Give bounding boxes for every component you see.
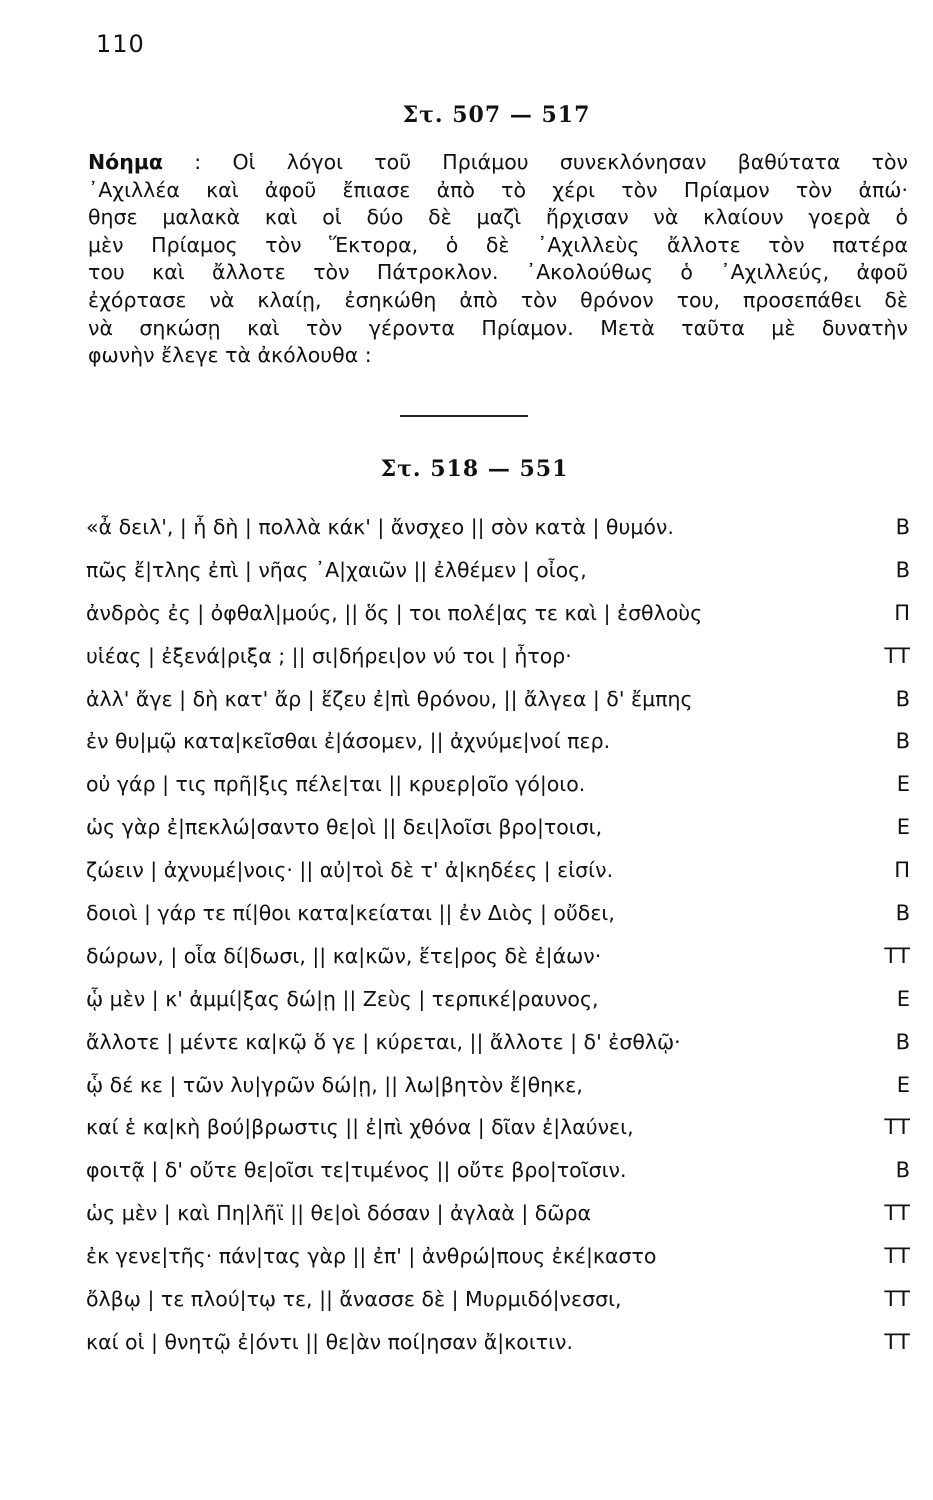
verse-text: ὡς γὰρ ἐ|πεκλώ|σαντο θε|οὶ || δει|λοῖσι βρο|τοισι,	[86, 815, 603, 840]
summary-line: του καὶ ἄλλοτε τὸν Πάτροκλον. ᾿Ακολούθως ὁ ᾿Αχιλλεύς, ἀφοῦ	[88, 260, 908, 285]
verse-text: οὐ γάρ | τις πρῆ|ξις πέλε|ται || κρυερ|οῖο γό|οιο.	[86, 772, 586, 797]
verse-line	[86, 978, 910, 1021]
summary-line: φωνὴν ἔλεγε τὰ ἀκόλουθα :	[88, 343, 372, 368]
verse-text: ζώειν | ἀχνυμέ|νοις· || αὐ|τοὶ δὲ τ' ἀ|κηδέες | εἰσίν.	[86, 858, 614, 883]
meter-code: Π	[894, 600, 910, 625]
section-heading-518-551: Στ. 518 — 551	[380, 456, 569, 482]
summary-line: ἐχόρτασε νὰ κλαίῃ, ἐσηκώθη ἀπὸ τὸν θρόνον του, προσεπάθει δὲ	[88, 287, 908, 312]
meter-code: Β	[895, 1158, 910, 1183]
verse-text: «ἆ δειλ', | ἦ δὴ | πολλὰ κάκ' | ἄνσχεο || σὸν κατὰ | θυμόν.	[86, 515, 674, 539]
verse-line	[86, 1106, 910, 1149]
section-heading-507-517: Στ. 507 — 517	[402, 102, 591, 128]
meter-code: ΤΤ	[884, 643, 910, 668]
meter-code: Β	[895, 686, 910, 711]
verse-text: καί ἑ κα|κὴ βού|βρωστις || ἐ|πὶ χθόνα | δῖαν ἐ|λαύνει,	[86, 1115, 634, 1140]
meter-code: Β	[895, 515, 910, 539]
verse-text: φοιτᾷ | δ' οὔτε θε|οῖσι τε|τιμένος || οὔτε βρο|τοῖσιν.	[86, 1158, 627, 1183]
meter-code: ΤΤ	[884, 1244, 910, 1269]
verse-text: ὡς μὲν | καὶ Πη|λῆϊ || θε|οὶ δόσαν | ἀγλαὰ | δῶρα	[86, 1201, 591, 1226]
summary-label: Νόημα	[88, 150, 164, 174]
verse-text: ἀνδρὸς ἐς | ὀφθαλ|μούς, || ὅς | τοι πολέ|ας τε καὶ | ἐσθλοὺς	[86, 600, 703, 625]
verse-line	[86, 1149, 910, 1192]
meter-code: Β	[895, 557, 910, 582]
verse-line	[86, 763, 910, 806]
verse-text: ἐκ γενε|τῆς· πάν|τας γὰρ || ἐπ' | ἀνθρώ|πους ἐκέ|καστο	[86, 1244, 657, 1269]
verse-line	[86, 1064, 910, 1107]
verse-line	[86, 1321, 910, 1364]
verse-text: υἱέας | ἐξενά|ριξα ; || σι|δήρει|ον νύ τοι | ἦτορ·	[86, 643, 572, 668]
page-number: 110	[96, 30, 145, 58]
summary-line: μὲν Πρίαμος τὸν Ἕκτορα, ὁ δὲ ᾿Αχιλλεὺς ἄλλοτε τὸν πατέρα	[88, 232, 908, 257]
summary-line-text: : Οἱ λόγοι τοῦ Πριάμου συνεκλόνησαν βαθύτατα τὸν	[194, 150, 908, 174]
verse-text: δώρων, | οἷα δί|δωσι, || κα|κῶν, ἕτε|ρος δὲ ἐ|άων·	[86, 943, 602, 968]
meter-code: Ε	[896, 1072, 910, 1097]
verse-line	[86, 549, 910, 592]
verse-text: πῶς ἔ|τλης ἐπὶ | νῆας ᾿Α|χαιῶν || ἐλθέμεν | οἶος,	[86, 557, 587, 582]
section-divider	[400, 415, 528, 417]
verse-text: ὄλβῳ | τε πλού|τῳ τε, || ἄνασσε δὲ | Μυρμιδό|νεσσι,	[86, 1287, 622, 1312]
verse-text: ἀλλ' ἄγε | δὴ κατ' ἄρ | ἕζευ ἐ|πὶ θρόνου, || ἄλγεα | δ' ἔμπης	[86, 686, 693, 711]
verse-line	[86, 806, 910, 849]
verse-text: δοιοὶ | γάρ τε πί|θοι κατα|κείαται || ἐν Διὸς | οὔδει,	[86, 901, 615, 926]
verse-line	[86, 592, 910, 635]
verse-text: ᾧ δέ κε | τῶν λυ|γρῶν δώ|ῃ, || λω|βητὸν ἔ|θηκε,	[86, 1072, 583, 1097]
meter-code: Ε	[896, 772, 910, 797]
verse-line	[86, 506, 910, 549]
verse-text: ἐν θυ|μῷ κατα|κεῖσθαι ἐ|άσομεν, || ἀχνύμε|νοί περ.	[86, 729, 611, 754]
verse-line	[86, 849, 910, 892]
meter-code: ΤΤ	[884, 1201, 910, 1226]
meter-code: Β	[895, 1029, 910, 1054]
meter-code: Ε	[896, 815, 910, 840]
verse-text: ᾧ μὲν | κ' ἀμμί|ξας δώ|ῃ || Ζεὺς | τερπικέ|ραυνος,	[86, 986, 599, 1011]
verse-line	[86, 1235, 910, 1278]
summary-line: νὰ σηκώσῃ καὶ τὸν γέροντα Πρίαμον. Μετὰ ταῦτα μὲ δυνατὴν	[88, 315, 908, 340]
summary-line: θησε μαλακὰ καὶ οἱ δύο δὲ μαζὶ ἤρχισαν νὰ κλαίουν γοερὰ ὁ	[88, 205, 908, 230]
verse-line	[86, 720, 910, 763]
verse-text: καί οἱ | θνητῷ ἐ|όντι || θε|ὰν ποί|ησαν ἄ|κοιτιν.	[86, 1329, 574, 1354]
meter-code: ΤΤ	[884, 1115, 910, 1140]
meter-code: Β	[895, 729, 910, 754]
verse-line	[86, 935, 910, 978]
meter-code: ΤΤ	[884, 943, 910, 968]
verse-line	[86, 678, 910, 721]
meter-code: Ε	[896, 986, 910, 1011]
meter-code: ΤΤ	[884, 1329, 910, 1354]
summary-line	[88, 149, 908, 177]
meter-code: ΤΤ	[884, 1287, 910, 1312]
meter-code: Π	[894, 858, 910, 883]
meter-code: Β	[895, 901, 910, 926]
summary-line: ᾿Αχιλλέα καὶ ἀφοῦ ἔπιασε ἀπὸ τὸ χέρι τὸν Πρίαμον τὸν ἀπώ·	[88, 177, 908, 202]
verse-list	[86, 506, 910, 1364]
summary-paragraph	[88, 149, 908, 370]
verse-line	[86, 1192, 910, 1235]
verse-line	[86, 635, 910, 678]
verse-line	[86, 1021, 910, 1064]
verse-line	[86, 1278, 910, 1321]
verse-line	[86, 892, 910, 935]
verse-text: ἄλλοτε | μέντε κα|κῷ ὅ γε | κύρεται, || ἄλλοτε | δ' ἐσθλῷ·	[86, 1029, 681, 1054]
